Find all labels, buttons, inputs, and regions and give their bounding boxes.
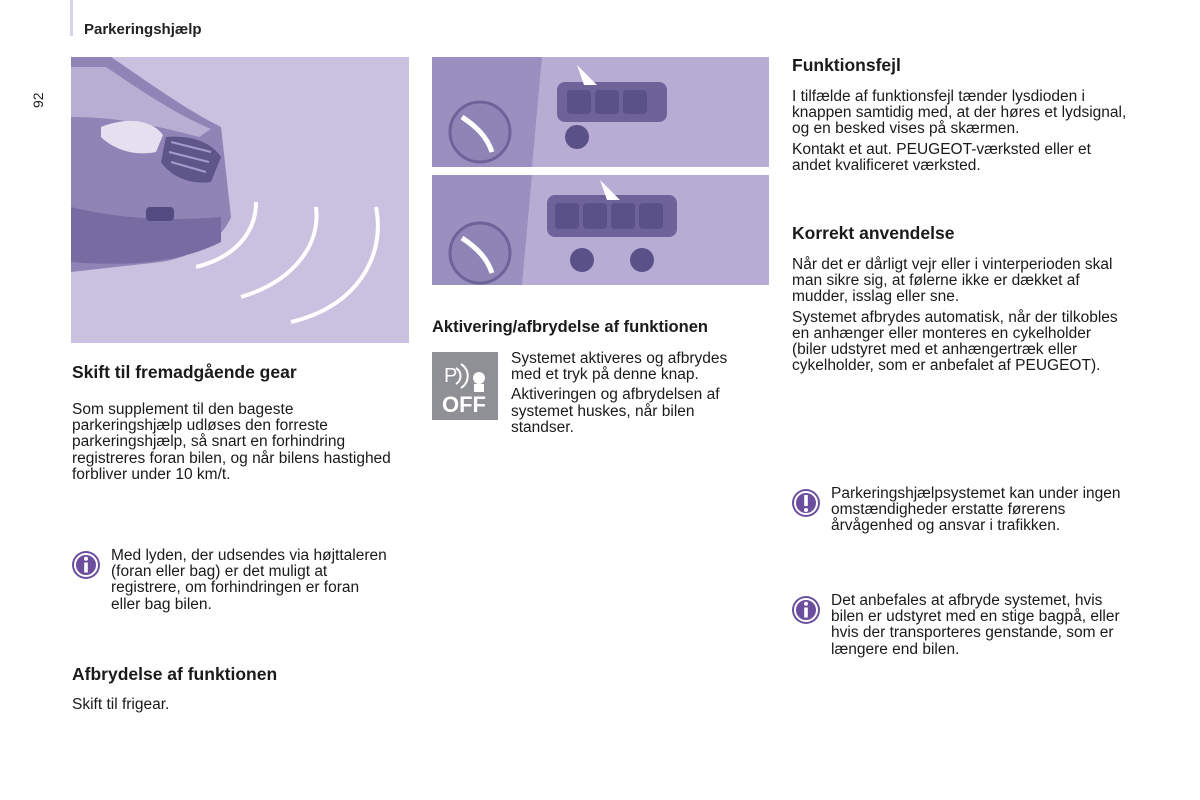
page-number: 92 [30,92,46,108]
malfunction-paragraph-1: I tilfælde af funktionsfejl tænder lysdioden i knappen samtidig med, at der høres et lydsignal, og en besked vises på skærmen. [792,88,1127,138]
off-icon-label: OFF [442,392,486,417]
heading-malfunction: Funktionsfejl [792,55,901,75]
heading-toggle-function: Aktivering/afbrydelse af funktionen [432,318,708,336]
info-icon [71,550,101,580]
heading-forward-gear: Skift til fremadgående gear [72,362,297,382]
malfunction-text [792,89,1127,178]
correct-use-paragraph-2: Systemet afbrydes automatisk, når der tilkobles en anhænger eller monteres en cykelholder (biler udstyret med et anhængertræk eller cykelholder, som er anbefalet af PEUGEOT). [792,308,1118,375]
dashboard-button-illustration-top [432,57,769,167]
toggle-paragraph-1: Systemet aktiveres og afbrydes med et tryk på denne knap. [511,350,728,384]
section-title: Parkeringshjælp [84,21,202,38]
park-off-icon [432,352,498,420]
info-note-left: Med lyden, der udsendes via højttaleren (foran eller bag) er det muligt at registrere, om forhindringen er foran eller bag bilen. [111,547,387,613]
correct-use-text [792,257,1127,378]
warning-icon [791,488,821,518]
info-icon [791,595,821,625]
disable-function-text: Skift til frigear. [72,696,170,713]
header-rule [70,0,73,36]
park-icon-letter: P [444,365,458,387]
toggle-paragraph-2: Aktiveringen og afbrydelsen af systemet huskes, når bilen standser. [511,386,720,436]
forward-gear-paragraph: Som supplement til den bageste parkeringshjælp udløses den forreste parkeringshjælp, så snart en forhindring registreres foran bilen, og når bilens hastighed forbliver under 10 km/t. [72,401,391,483]
info-note-right: Det anbefales at afbryde systemet, hvis bilen er udstyret med en stige bagpå, eller hvis der transporteres genstande, som er længere end bilen. [831,592,1120,658]
heading-disable-function: Afbrydelse af funktionen [72,664,278,684]
warning-note-right: Parkeringshjælpsystemet kan under ingen omstændigheder erstatte førerens årvågenhed og ansvar i trafikken. [831,485,1121,535]
malfunction-paragraph-2: Kontakt et aut. PEUGEOT-værksted eller et andet kvalificeret værksted. [792,140,1091,174]
heading-correct-use: Korrekt anvendelse [792,223,955,243]
toggle-text [511,351,761,440]
forward-gear-text [72,402,402,487]
car-front-illustration [71,57,409,343]
correct-use-paragraph-1: Når det er dårligt vejr eller i vinterperioden skal man sikre sig, at følerne ikke er dækket af mudder, isslag eller sne. [792,256,1113,306]
dashboard-button-illustration-bottom [432,175,769,285]
